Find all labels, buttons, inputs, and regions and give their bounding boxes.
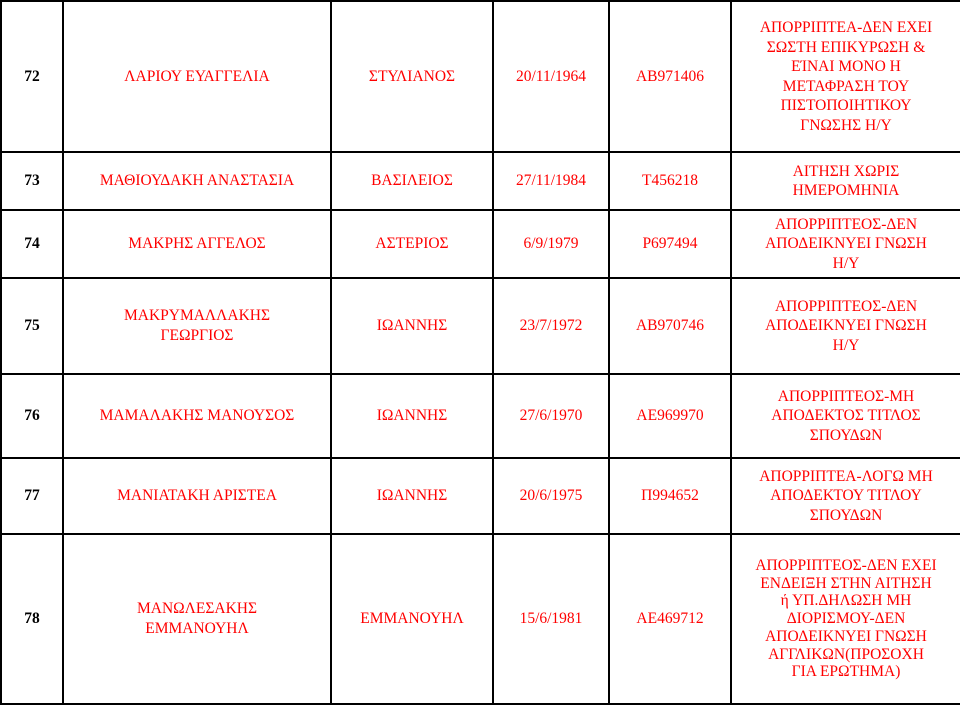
candidate-name: ΜΑΜΑΛΑΚΗΣ ΜΑΝΟΥΣΟΣ [99, 407, 295, 424]
birth-date: 23/7/1972 [519, 317, 583, 334]
note-cell [731, 278, 960, 374]
birth-date-cell [493, 534, 609, 704]
id-number: ΑΒ970746 [635, 317, 705, 334]
candidate-name: ΜΑΝΙΑΤΑΚΗ ΑΡΙΣΤΕΑ [117, 487, 277, 504]
table-row [1, 458, 960, 534]
id-number: ΑΕ969970 [636, 407, 704, 424]
father-name-cell [331, 374, 493, 458]
candidate-name: ΜΑΝΩΛΕΣΑΚΗΣ ΕΜΜΑΝΟΥΗΛ [136, 600, 258, 637]
name-cell [63, 1, 331, 152]
father-name-cell [331, 152, 493, 210]
rejection-note: ΑΙΤΗΣΗ ΧΩΡΙΣ ΗΜΕΡΟΜΗΝΙΑ [792, 162, 900, 199]
row-number: 75 [24, 317, 40, 334]
id-number: Π994652 [641, 487, 699, 504]
father-name-cell [331, 534, 493, 704]
note-cell [731, 210, 960, 278]
id-number-cell [609, 152, 731, 210]
note-cell [731, 374, 960, 458]
id-number-cell [609, 278, 731, 374]
row-number: 74 [24, 235, 40, 252]
rejection-note: ΑΠΟΡΡΙΠΤΕΟΣ-ΜΗ ΑΠΟΔΕΚΤΟΣ ΤΙΤΛΟΣ ΣΠΟΥΔΩΝ [771, 387, 921, 444]
birth-date-cell [493, 152, 609, 210]
candidate-name: ΜΑΚΡΥΜΑΛΛΑΚΗΣ ΓΕΩΡΓΙΟΣ [123, 307, 271, 344]
name-cell [63, 534, 331, 704]
note-cell [731, 1, 960, 152]
birth-date: 6/9/1979 [523, 235, 579, 252]
birth-date: 27/11/1984 [515, 172, 587, 189]
row-number: 76 [24, 407, 40, 424]
row-number-cell [1, 534, 63, 704]
father-name: ΣΤΥΛΙΑΝΟΣ [368, 67, 456, 85]
father-name-cell [331, 278, 493, 374]
candidate-name: ΛΑΡΙΟΥ ΕΥΑΓΓΕΛΙΑ [124, 67, 270, 85]
birth-date-cell [493, 458, 609, 534]
note-cell [731, 152, 960, 210]
id-number-cell [609, 210, 731, 278]
birth-date-cell [493, 1, 609, 152]
table-row [1, 534, 960, 704]
row-number-cell [1, 210, 63, 278]
row-number-cell [1, 152, 63, 210]
name-cell [63, 210, 331, 278]
id-number: ΑΒ971406 [635, 67, 705, 85]
father-name-cell [331, 210, 493, 278]
father-name: ΙΩΑΝΝΗΣ [376, 317, 448, 334]
table-row [1, 374, 960, 458]
row-number: 78 [24, 610, 40, 627]
id-number: Ρ697494 [642, 235, 698, 252]
father-name-cell [331, 1, 493, 152]
birth-date-cell [493, 278, 609, 374]
rejection-note: ΑΠΟΡΡΙΠΤΕΑ-ΔΕΝ ΕΧΕΙ ΣΩΣΤΗ ΕΠΙΚΥΡΩΣΗ & ΕΊΝΑΙ ΜΟΝΟ Η ΜΕΤΑΦΡΑΣΗ ΤΟΥ ΠΙΣΤΟΠΟΙΗΤΙΚΟΥ ΓΝΩΣΗΣ Η/Υ [759, 19, 933, 134]
id-number: ΑΕ469712 [636, 610, 704, 627]
father-name: ΕΜΜΑΝΟΥΗΛ [360, 610, 464, 627]
id-number-cell [609, 534, 731, 704]
id-number: Τ456218 [642, 172, 698, 189]
row-number: 77 [24, 487, 40, 504]
table-row [1, 278, 960, 374]
father-name: ΒΑΣΙΛΕΙΟΣ [371, 172, 453, 189]
rejection-note: ΑΠΟΡΡΙΠΤΕΟΣ-ΔΕΝ ΑΠΟΔΕΙΚΝΥΕΙ ΓΝΩΣΗ Η/Υ [765, 215, 927, 272]
row-number-cell [1, 1, 63, 152]
father-name-cell [331, 458, 493, 534]
father-name: ΑΣΤΕΡΙΟΣ [375, 235, 449, 252]
father-name: ΙΩΑΝΝΗΣ [376, 407, 448, 424]
note-cell [731, 534, 960, 704]
note-cell [731, 458, 960, 534]
row-number-cell [1, 458, 63, 534]
name-cell [63, 374, 331, 458]
candidate-name: ΜΑΚΡΗΣ ΑΓΓΕΛΟΣ [128, 235, 266, 252]
birth-date: 15/6/1981 [519, 610, 583, 627]
name-cell [63, 278, 331, 374]
table-row [1, 152, 960, 210]
father-name: ΙΩΑΝΝΗΣ [376, 487, 448, 504]
table-row [1, 210, 960, 278]
birth-date: 27/6/1970 [519, 407, 583, 424]
id-number-cell [609, 374, 731, 458]
birth-date-cell [493, 210, 609, 278]
birth-date-cell [493, 374, 609, 458]
name-cell [63, 458, 331, 534]
rejection-note: ΑΠΟΡΡΙΠΤΕΟΣ-ΔΕΝ ΕΧΕΙ ΕΝΔΕΙΞΗ ΣΤΗΝ ΑΙΤΗΣΗ ή ΥΠ.ΔΗΛΩΣΗ ΜΗ ΔΙΟΡΙΣΜΟΥ-ΔΕΝ ΑΠΟΔΕΙΚΝΥΕΙ ΓΝΩΣΗ ΑΓΓΛΙΚΩΝ(ΠΡΟΣΟΧΗ ΓΙΑ ΕΡΩΤΗΜΑ) [755, 556, 937, 681]
name-cell [63, 152, 331, 210]
birth-date: 20/6/1975 [519, 487, 583, 504]
rejection-note: ΑΠΟΡΡΙΠΤΕΟΣ-ΔΕΝ ΑΠΟΔΕΙΚΝΥΕΙ ΓΝΩΣΗ Η/Υ [765, 297, 927, 354]
row-number: 72 [24, 67, 40, 85]
id-number-cell [609, 458, 731, 534]
row-number-cell [1, 278, 63, 374]
birth-date: 20/11/1964 [515, 67, 587, 85]
row-number-cell [1, 374, 63, 458]
id-number-cell [609, 1, 731, 152]
row-number: 73 [24, 172, 40, 189]
candidate-name: ΜΑΘΙΟΥΔΑΚΗ ΑΝΑΣΤΑΣΙΑ [99, 172, 295, 189]
rejection-note: ΑΠΟΡΡΙΠΤΕΑ-ΛΟΓΩ ΜΗ ΑΠΟΔΕΚΤΟΥ ΤΙΤΛΟΥ ΣΠΟΥΔΩΝ [759, 467, 933, 524]
table-row [1, 1, 960, 152]
